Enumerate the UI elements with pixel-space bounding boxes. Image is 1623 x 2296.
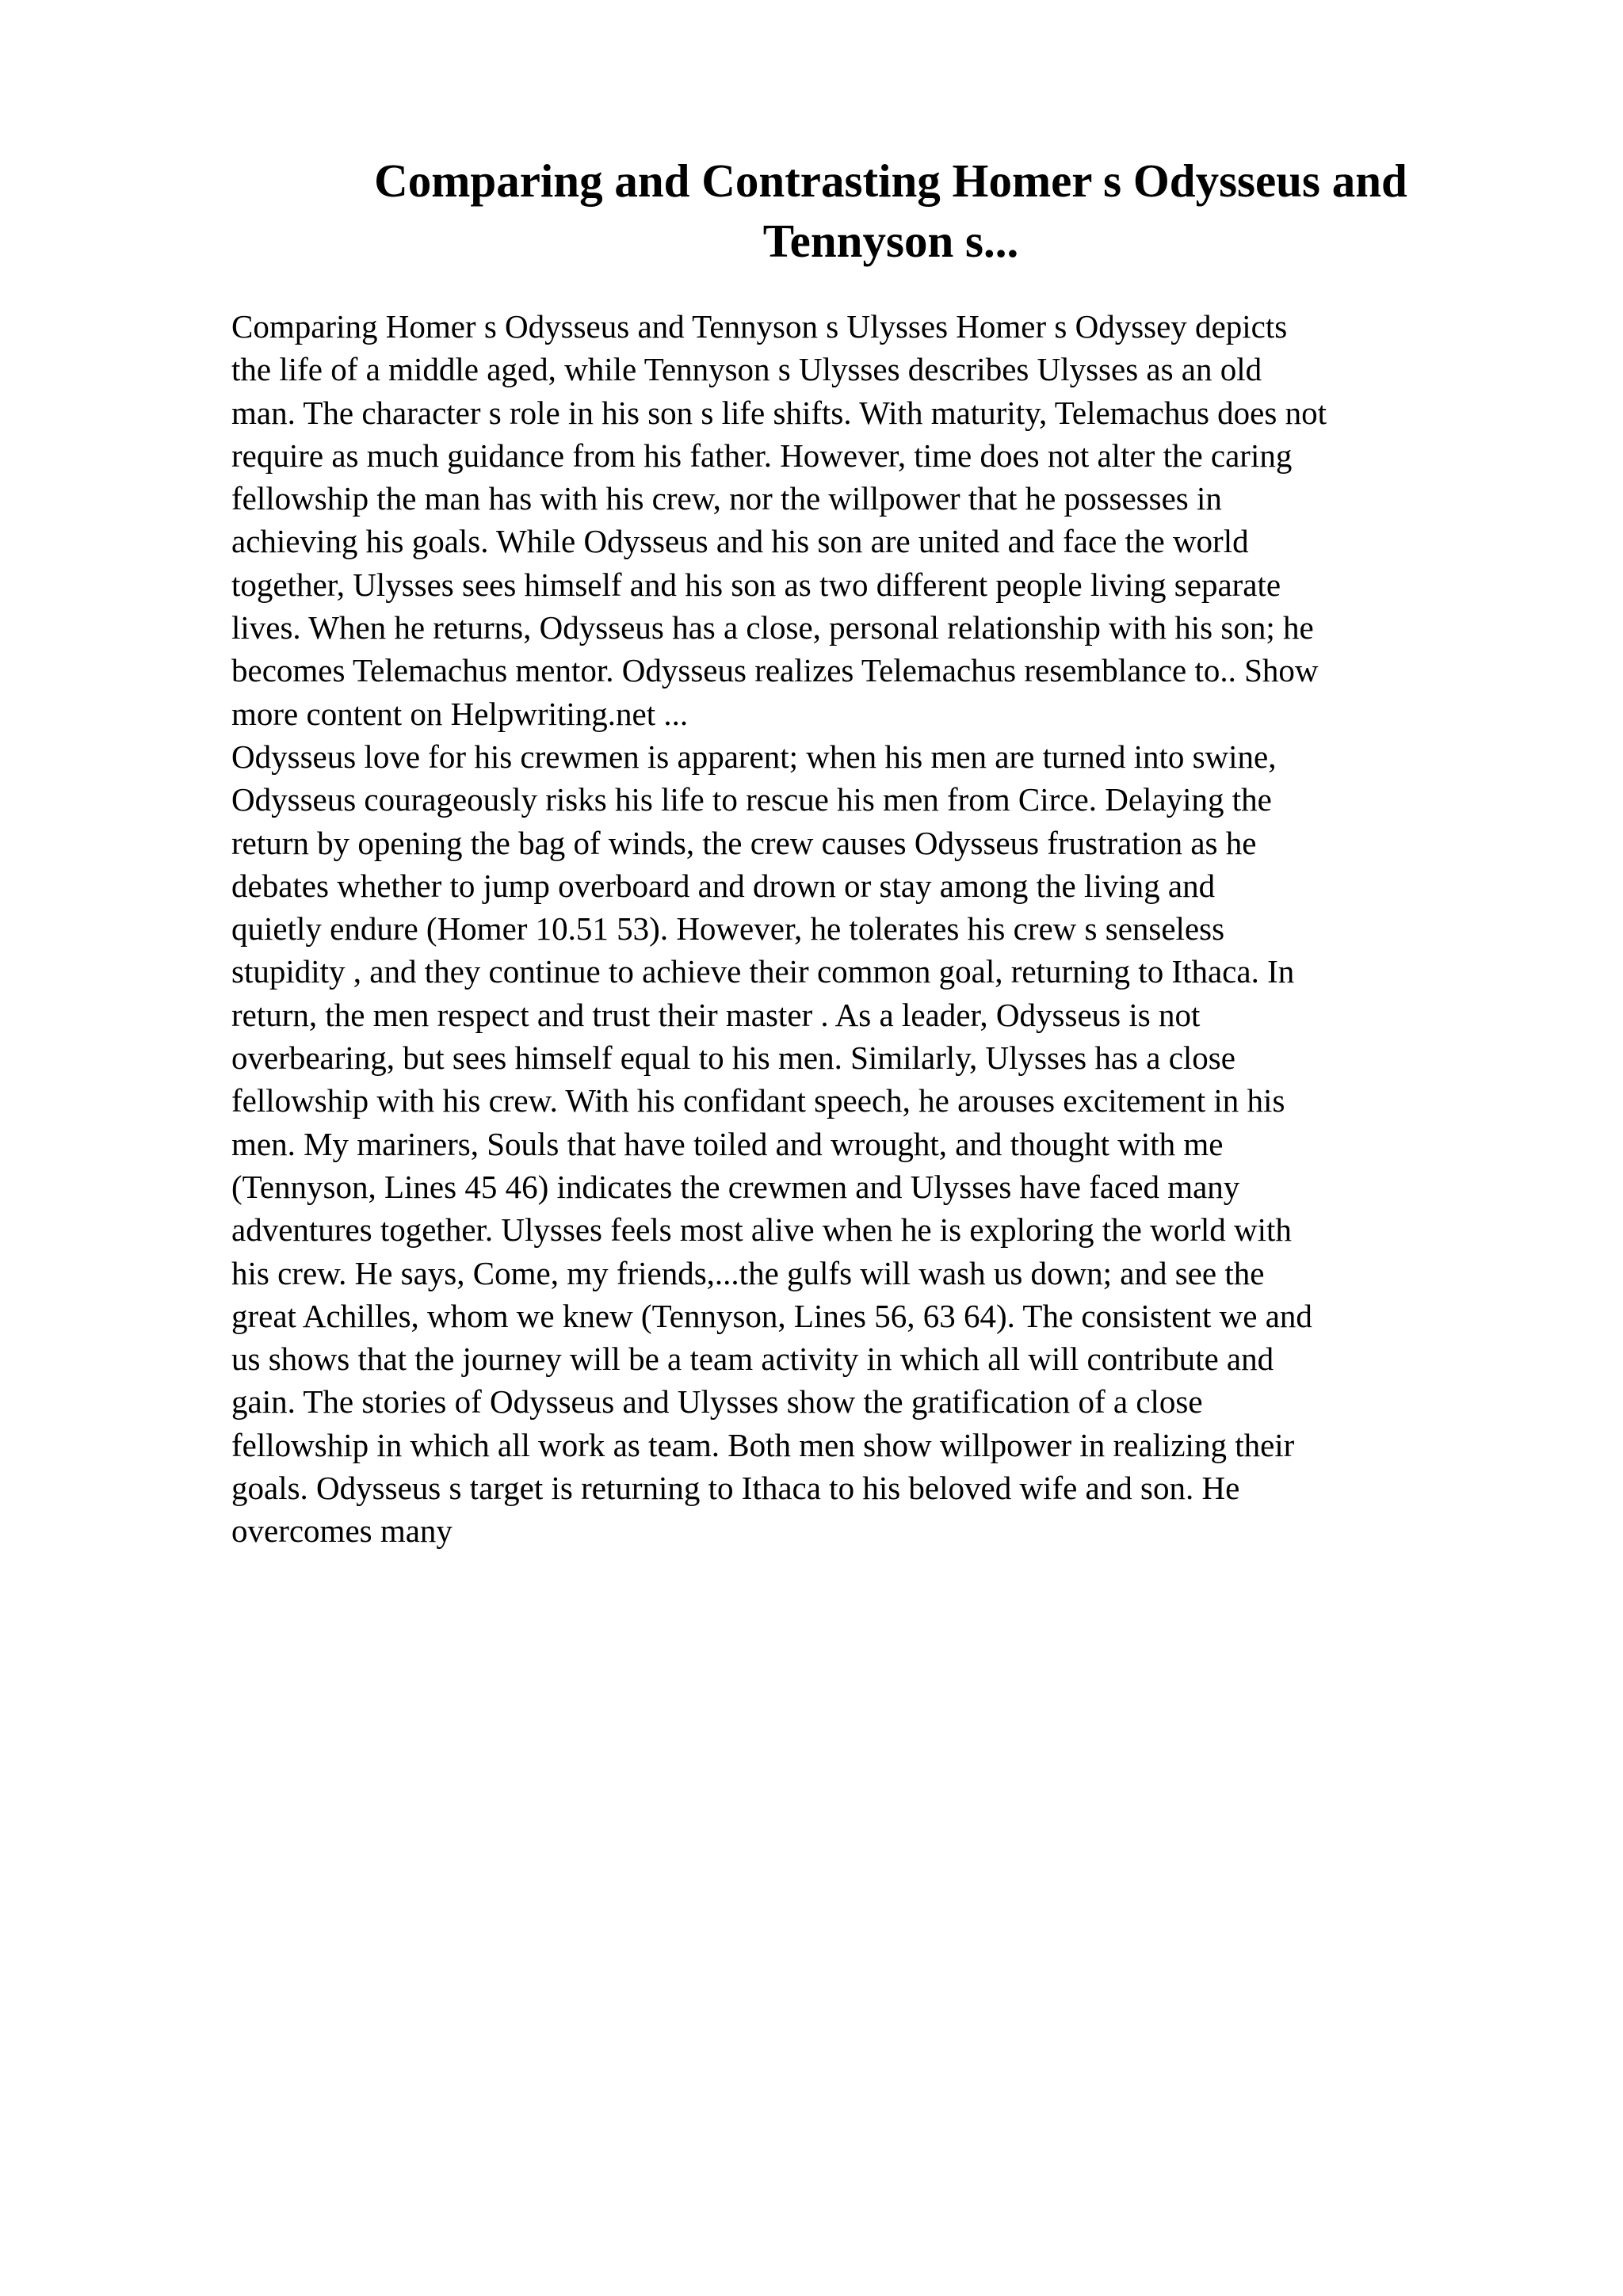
body-line: overcomes many <box>231 1512 453 1550</box>
body-line: Odysseus courageously risks his life to rescue his men from Circe. Delaying the <box>231 781 1272 818</box>
body-line: adventures together. Ulysses feels most alive when he is exploring the world with <box>231 1211 1292 1249</box>
body-line: gain. The stories of Odysseus and Ulysses show the gratification of a close <box>231 1383 1203 1421</box>
title-line: Comparing and Contrasting Homer s Odysseus and <box>374 154 1407 207</box>
body-line: overbearing, but sees himself equal to his men. Similarly, Ulysses has a close <box>231 1039 1235 1077</box>
document-title <box>238 151 1544 271</box>
body-line: men. My mariners, Souls that have toiled and wrought, and thought with me <box>231 1125 1224 1162</box>
title-line: Tennyson s... <box>762 215 1019 267</box>
body-line: fellowship in which all work as team. Both men show willpower in realizing their <box>231 1426 1295 1463</box>
body-line: quietly endure (Homer 10.51 53). However, he tolerates his crew s senseless <box>231 910 1225 948</box>
body-line: achieving his goals. While Odysseus and his son are united and face the world <box>231 523 1249 560</box>
body-line: the life of a middle aged, while Tennyson s Ulysses describes Ulysses as an old <box>231 351 1262 388</box>
body-line: great Achilles, whom we knew (Tennyson, Lines 56, 63 64). The consistent we and <box>231 1297 1312 1334</box>
body-line: Odysseus love for his crewmen is apparent; when his men are turned into swine, <box>231 738 1277 775</box>
body-line: lives. When he returns, Odysseus has a close, personal relationship with his son; he <box>231 609 1314 646</box>
body-line: goals. Odysseus s target is returning to Ithaca to his beloved wife and son. He <box>231 1470 1240 1507</box>
body-line: stupidity , and they continue to achieve their common goal, returning to Ithaca. In <box>231 953 1295 990</box>
body-line: require as much guidance from his father. However, time does not alter the caring <box>231 437 1293 474</box>
body-line: fellowship the man has with his crew, nor the willpower that he possesses in <box>231 480 1222 517</box>
body-line: debates whether to jump overboard and drown or stay among the living and <box>231 867 1216 904</box>
body-line: return by opening the bag of winds, the crew causes Odysseus frustration as he <box>231 824 1257 861</box>
body-line: return, the men respect and trust their master . As a leader, Odysseus is not <box>231 996 1201 1033</box>
body-line: us shows that the journey will be a team activity in which all will contribute and <box>231 1341 1274 1378</box>
body-line: his crew. He says, Come, my friends,...the gulfs will wash us down; and see the <box>231 1254 1265 1291</box>
body-line: man. The character s role in his son s life shifts. With maturity, Telemachus does not <box>231 394 1327 431</box>
body-line: Comparing Homer s Odysseus and Tennyson s Ulysses Homer s Odyssey depicts <box>231 308 1288 345</box>
body-line: together, Ulysses sees himself and his son as two different people living separate <box>231 566 1281 603</box>
body-line: becomes Telemachus mentor. Odysseus realizes Telemachus resemblance to.. Show <box>231 652 1319 689</box>
body-line: more content on Helpwriting.net ... <box>231 695 689 732</box>
document-body <box>231 305 1499 1553</box>
body-line: (Tennyson, Lines 45 46) indicates the crewmen and Ulysses have faced many <box>231 1168 1240 1205</box>
body-line: fellowship with his crew. With his confidant speech, he arouses excitement in his <box>231 1082 1285 1119</box>
